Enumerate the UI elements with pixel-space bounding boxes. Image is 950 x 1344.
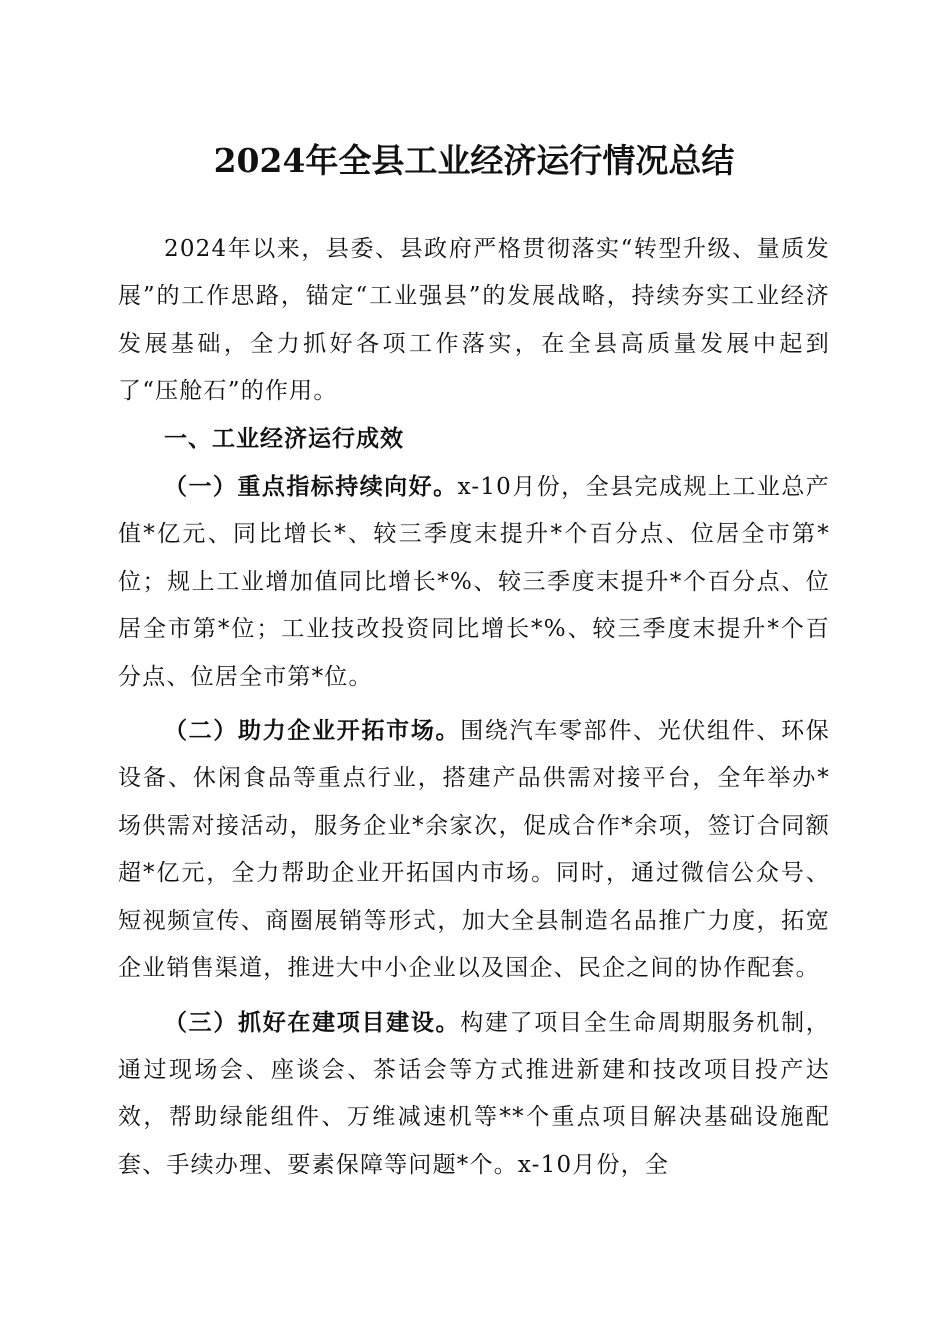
item-lead-2: （二）助力企业开拓市场。	[164, 717, 461, 745]
item-body-1: x-10月份，全县完成规上工业总产值*亿元、同比增长*、较三季度末提升*个百分点、位居全市第*位；规上工业增加值同比增长*%、较三季度末提升*个百分点、位居全市第*位；工业技改投资同比增长*%、较三季度末提升*个百分点、位居全市第*位。	[118, 474, 830, 690]
document-title: 2024年全县工业经济运行情况总结	[213, 141, 735, 180]
document-page	[118, 138, 830, 1189]
item-body-2: 围绕汽车零部件、光伏组件、环保设备、休闲食品等重点行业，搭建产品供需对接平台，全年举办*场供需对接活动，服务企业*余家次，促成合作*余项，签订合同额超*亿元，全力帮助企业开拓国内市场。同时，通过微信公众号、短视频宣传、商圈展销等形式，加大全县制造名品推广力度，拓宽企业销售渠道，推进大中小企业以及国企、民企之间的协作配套。	[118, 718, 830, 982]
item-paragraph-1	[118, 463, 830, 701]
item-paragraph-2	[118, 707, 830, 992]
section-heading-1: 一、工业经济运行成效	[164, 425, 404, 452]
item-lead-3: （三）抓好在建项目建设。	[164, 1008, 461, 1036]
item-lead-1: （一）重点指标持续向好。	[164, 473, 458, 501]
item-body-3: 构建了项目全生命周期服务机制，通过现场会、座谈会、茶话会等方式推进新建和技改项目投产达效，帮助绿能组件、万维减速机等**个重点项目解决基础设施配套、手续办理、要素保障等问题*个。x-10月份，全	[118, 1009, 830, 1178]
intro-paragraph: 2024年以来，县委、县政府严格贯彻落实“转型升级、量质发展”的工作思路，锚定“工业强县”的发展战略，持续夯实工业经济发展基础，全力抓好各项工作落实，在全县高质量发展中起到了“压舱石”的作用。	[118, 236, 830, 405]
item-paragraph-3	[118, 999, 830, 1190]
